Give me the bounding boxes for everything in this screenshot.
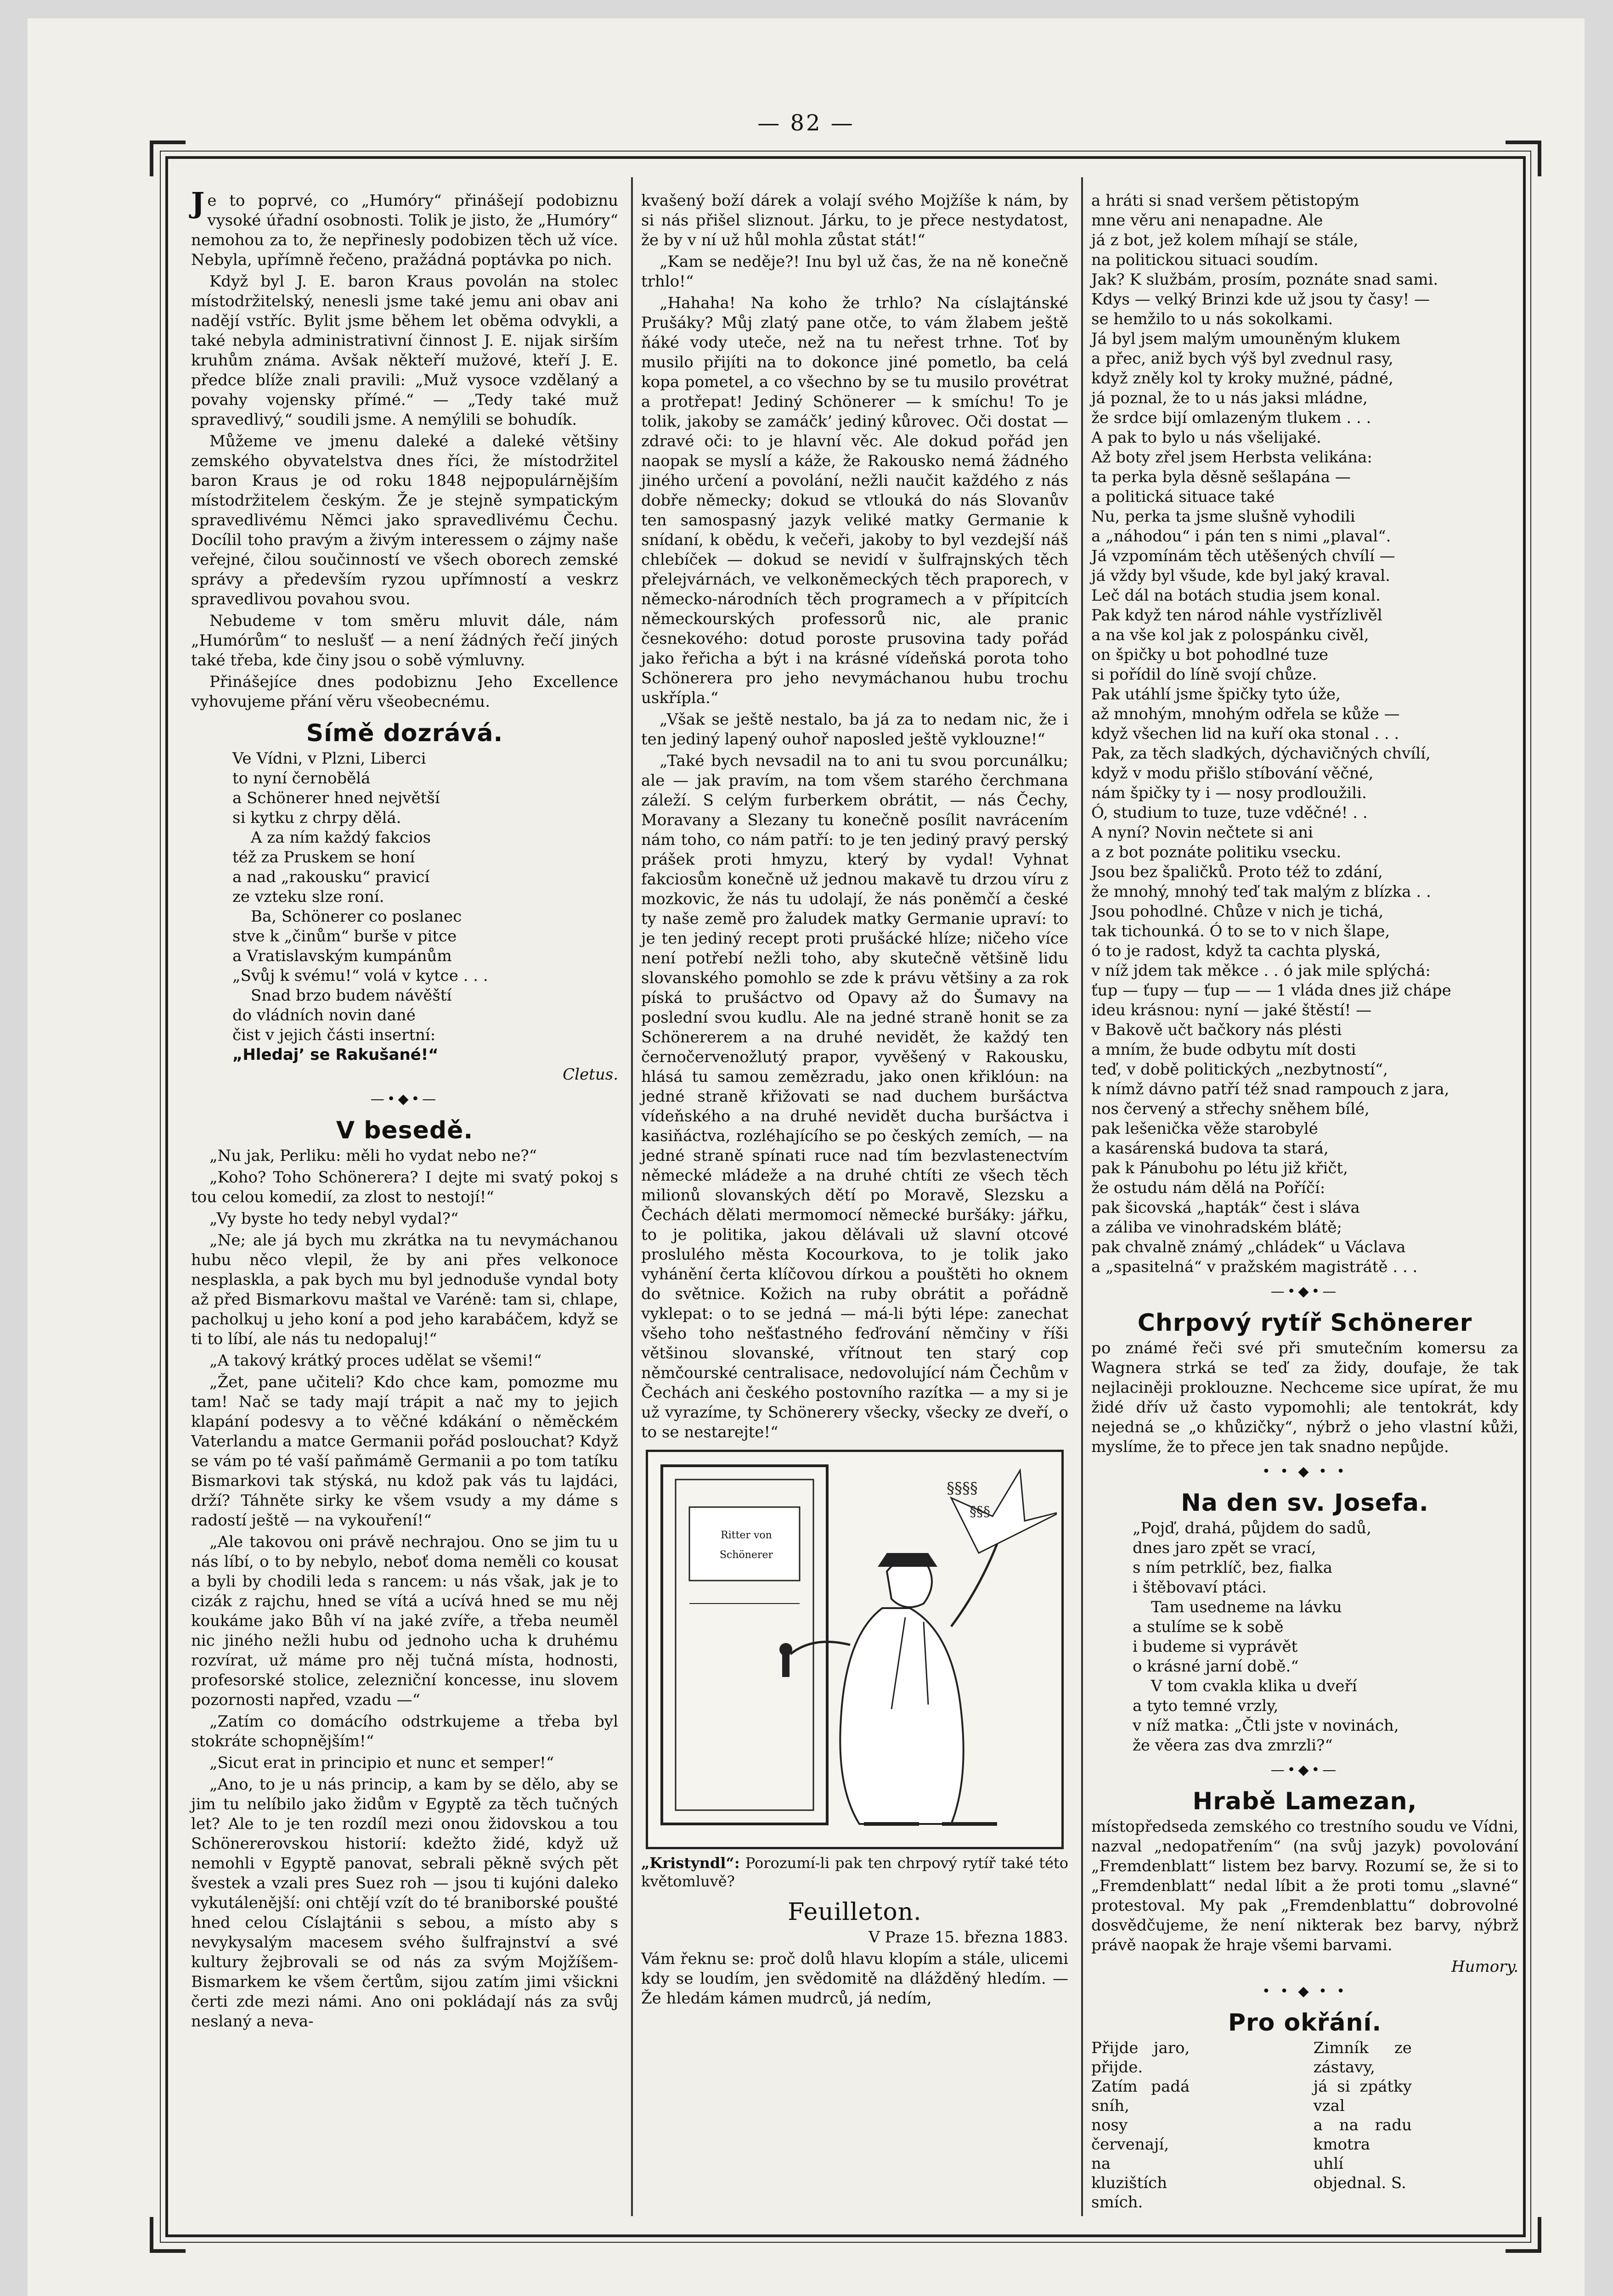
poem-line: Zimník ze zástavy, (1313, 2039, 1412, 2077)
poem-line: Tam usedneme na lávku (1151, 1598, 1342, 1616)
poem-line: V tom cvakla klika u dveří (1151, 1677, 1357, 1695)
frame-corner-ornament (150, 141, 186, 176)
poem-line: uhlí objednal. S. (1313, 2155, 1406, 2192)
poem-line: Snad brzo budem návěští (251, 986, 452, 1005)
column-1 (191, 186, 618, 2033)
column-3 (1091, 191, 1518, 2212)
poem-line: Ó, studium to tuze, tuze vděčné! . . (1091, 804, 1368, 822)
poem-line: na kluzištích smích. (1091, 2155, 1167, 2212)
poem-line: pak k Pánubohu po létu již křičt, (1091, 1159, 1348, 1177)
heading-pro-okrani: Pro okřání. (1228, 2009, 1382, 2037)
poem-line: Leč dál na botách studia jsem konal. (1091, 586, 1381, 605)
intro-paragraph: Je to poprvé, co „Humóry“ přinášejí podobiznu vysoké úřadní osobnosti. Tolik je jisto, že „Humóry“ nemohou za to, že nepřinesly podobizen těch už více. Nebyla, upřímně řečeno, pražádná poptávka po nich. (191, 186, 618, 269)
poem-line: pak lešenička věže starobylé (1091, 1120, 1318, 1138)
poem-line: „Hledaj’ se Rakušané!“ (232, 1046, 439, 1064)
poem-line: v níž matka: „Čtli jste v novinách, (1133, 1716, 1399, 1735)
poem-line: v Bakově učt bačkory nás plésti (1091, 1021, 1342, 1039)
poem-line: ze vzteku slze roní. (232, 888, 384, 906)
poem-line: a nad „rakousku“ pravicí (232, 868, 430, 886)
poem-line: a na radu kmotra (1313, 2116, 1412, 2154)
poem-line: též za Pruskem se honí (232, 848, 415, 867)
poem-line: A pak to bylo u nás všelijaké. (1091, 428, 1321, 447)
heading-na-den-sv-josefa: Na den sv. Josefa. (1181, 1489, 1429, 1517)
poem-line: Pak utáhlí jsme špičky tyto úže, (1091, 685, 1341, 703)
poem-line: a Schönerer hned největší (232, 789, 440, 807)
poem-line: že mnohý, mnohý teď tak malým z blízka . . (1091, 883, 1431, 901)
poem-line: a stulíme se k sobě (1133, 1618, 1284, 1636)
poem-line: a politická situace také (1091, 488, 1275, 506)
poem-line: Ve Vídni, v Plzni, Liberci (232, 749, 426, 768)
dialogue-paragraph: „Ale takovou oni právě nechrajou. Ono se jim tu u nás líbí, o to by nebylo, neboť doma neměli co kousat a byli by chodili leda s rancem: u nás však, jak je to cizák z rajchu, hned se vítá a ucívá hned se mu něj koukáme jako Bůh ví na jaké zvíře, a třeba neuměl nic jiného nežli hubu od jednoho ucha k druhému rozvírat, už máme pro něj tučná místa, hodnosti, profesorské stolice, zelezniční koncesse, inu slovem pozornosti napřed, vzadu —“ (191, 1533, 618, 1709)
article-paragraph: místopředseda zemského co trestního soudu ve Vídni, nazval „nedopatřením“ (na svůj jazyk) povolování „Fremdenblatt“ listem bez barvy. Rozumí se, že si to „Fremdenblatt“ nedal líbit a že proti tomu „slavné“ protestoval. My pak „Fremdenblattu“ dobrovolné dosvědčujeme, že není nikterak bez barvy, nýbrž právě naopak že hraje všemi barvami. (1091, 1818, 1518, 1954)
poem-line: Zatím padá sníh, (1091, 2077, 1190, 2115)
cartoon-drawing (648, 1452, 1057, 1842)
dialogue-paragraph: „Koho? Toho Schönerera? I dejte mi svatý pokoj s tou celou komedií, za zlost to nestojí!“ (191, 1168, 618, 1206)
poem-line: nám špičky ty i — nosy prodloužili. (1091, 784, 1367, 802)
feuilleton-text: Vám řeknu se: proč dolů hlavu klopím a stále, ulicemi kdy se loudím, jen svědomitě na dlážděný hledím. — Že hledám kámen mudrců, já nedím, (641, 1950, 1068, 2008)
page-frame (165, 156, 1526, 2237)
poem-line: nos červený a střechy sněhem bílé, (1091, 1100, 1370, 1118)
poem-line: si pořídil do líně svojí chůze. (1091, 665, 1317, 684)
poem-line: Já byl jsem malým umouněným klukem (1091, 330, 1401, 348)
poem-line: pak šicovská „hapták“ čest i sláva (1091, 1199, 1360, 1217)
frame-corner-ornament (1506, 2217, 1541, 2253)
cartoon-caption (641, 1854, 1068, 1891)
poem-line: i štěbovaví ptáci. (1133, 1578, 1267, 1597)
poem-line: já z bot, jež kolem míhají se stále, (1091, 231, 1359, 249)
dialogue-paragraph: „Nu jak, Perliku: měli ho vydat nebo ne?“ (209, 1147, 537, 1165)
dialogue-paragraph: „Sicut erat in principio et nunc et semper!“ (209, 1754, 554, 1772)
poem-line: Jak? K službám, prosím, poznáte snad sami. (1091, 270, 1438, 289)
dialogue-paragraph: „Kam se neděje?! Inu byl už čas, že na ně konečně trhlo!“ (641, 253, 1068, 291)
dialogue-paragraph: „Však se ještě nestalo, ba já za to nedam nic, že i ten jediný lapený ouhoř naposled ještě vyklouzne!“ (641, 710, 1068, 748)
cartoon-illustration (646, 1450, 1064, 1849)
poem-line: a na vše kol jak z polospánku civěl, (1091, 626, 1369, 644)
poem-line: k nímž dávno patří též snad rampouch z jara, (1091, 1080, 1449, 1098)
article-paragraph: po známé řeči své při smutečním komersu za Wagnera strká se teď za židy, doufaje, že tak nejlaciněji proklouzne. Nechceme sice upírat, že mu židé dřív už často vypomohli; ale tentokrát, kdy nejedná se „o khůzičky“, nýbrž o jeho vlastní kůži, myslíme, že to přece jen tak snadno nepůjde. (1091, 1339, 1518, 1456)
poem-line: a „náhodou“ i pán ten s nimi „plaval“. (1091, 527, 1391, 546)
poem-line: že ostudu nám dělá na Poříčí: (1091, 1179, 1325, 1197)
poem-line: Až boty zřel jsem Herbsta velikána: (1091, 448, 1372, 467)
poem-line: tak tichounká. Ó to se to v nich šlape, (1091, 922, 1390, 940)
poem-line: Kdys — velký Brinzi kde už jsou ty časy! — (1091, 290, 1430, 309)
poem-line: a mním, že bude odbytu mít dosti (1091, 1041, 1356, 1059)
dialogue-paragraph: kvašený boží dárek a volají svého Mojžíše k nám, by si nás přišel sliznout. Járku, to je přece nestydatost, že by v ní už hůl mohla zůstat stát!“ (641, 191, 1068, 249)
door-sign: Ritter von Schönerer (719, 1530, 773, 1561)
feuilleton-dateline: V Praze 15. března 1883. (869, 1928, 1068, 1947)
intro-paragraph: Přinášejíce dnes podobiznu Jeho Excellence vyhovujeme přání věru všeobecnému. (191, 673, 618, 711)
poem-line: to nyní černobělá (232, 769, 371, 788)
column-rule (631, 177, 633, 2216)
intro-paragraph: Můžeme ve jmenu daleké a daleké většiny zemského obyvatelstva dnes říci, že místodržitel baron Kraus je od roku 1848 nejpopulárnějším místodržitelem českým. Že je stejně sympatickým spravedlivému Němci jako spravedlivému Čechu. Docílil toho pravým a živým interessem o zájmy naše veřejné, čilou součinností ve všech oborech zemské správy a především ryzou upřímností a veskrz spravedlivou povahou svou. (191, 432, 618, 608)
poem-line: dnes jaro zpět se vrací, (1133, 1539, 1316, 1557)
poem-line: a z bot poznáte politiku vsecku. (1091, 843, 1342, 861)
poem-line: Jsou bez špaličků. Proto též to zdání, (1091, 863, 1383, 881)
dialogue-paragraph: „A takový krátký proces udělat se všemi!“ (209, 1351, 542, 1370)
poem-line: že věera zas dva zmrzli?“ (1133, 1736, 1333, 1755)
poem-line: a kasárenská budova ta stará, (1091, 1139, 1329, 1158)
poem-line: teď, v době politických „nezbytností“, (1091, 1060, 1388, 1079)
column-rule (1081, 177, 1083, 2216)
dialogue-paragraph: „Také bych nevsadil na to ani tu svou porcunálku; ale — jak pravím, na tom všem starého čerchmana záleží. S celým furberkem obrátit, — nás Čechy, Moravany a Slezany tu konečně posílit navrácením nám toho, co nám patří: to je ten jediný pravý perský prášek proti hmyzu, který by vydal! Vyhnat fakciosům konečně už jednou makavě tu drzou víru z mozkovic, že nás tu udolají, že nás poněmčí a české ty naše země pro žaludek matky Germanie upraví: to je ten jediný recept proti prušácké hlíze; ničeho více není potřebí nežli toho, aby skutečně většině lidu slovanského pomohlo se zde k právu většiny a za rok píská to prušáctvo od Opavy až do Šumavy na poslední svou kudlu. Ale na jedné straně honit se za Schönererem a na druhé nevidět, že každý ten černočervenožlutý prapor, vyvěšený v Rakousku, hlásá tu samou zemězradu, jako onen křiklóun: na jedné straně křižovati se nad duchem buršáctva vídeňského a na druhé nevidět ducha buršáctva i kasiňáctva, rozléhajícího se po českých zemích, — na jedné straně spínati ruce nad tím bezvlastenectvím německé mládeže a na druhé chtíti ze všech těch milionů slovanských dětí po Moravě, Slezsku a Čechách dělati mermomocí německé buršáky: jářku, to je politika, jakou dělávali už slavní otcové proslulého města Kocourkova, to je tolik jako vyhánění čerta klíčovou dírkou a pouštěti ho oknem do světnice. Kožich na ruby obrátit a pořádně vyklepat: o to se jedná — má-li býti lépe: zanechat všeho toho nešťastného feďrování němčiny v říši většinou slovanské, vřítnout ten starý cop němčourské centralisace, nedovolující nám Čechům v Čechách ani českého postovního razítka — a my si je už vyrazíme, ty Schönerery všecky, všecky ze dveří, o to se nestarejte!“ (641, 752, 1068, 1441)
poem-line: nosy červenají, (1091, 2116, 1169, 2154)
poem-line: když zněly kol ty kroky mužné, pádné, (1091, 369, 1393, 388)
frame-corner-ornament (150, 2217, 186, 2253)
poem-line: Ba, Schönerer co poslanec (251, 907, 462, 926)
poem-line: Pak, za těch sladkých, dýchavičných chvílí, (1091, 744, 1431, 763)
dialogue-paragraph: „Zatím co domácího odstrkujeme a třeba byl stokráte schopnějším!“ (191, 1712, 618, 1750)
poem-line: a Vratislavským kumpánům (232, 947, 452, 965)
author-signature: Humory. (1451, 1958, 1518, 1976)
caption-speaker: „Kristyndl“: (641, 1854, 740, 1872)
poem-line: se hemžilo to u nás sokolkami. (1091, 310, 1333, 328)
poem-line: já vždy byl všude, kde byl jaký kraval. (1091, 567, 1390, 585)
poem-line: a záliba ve vinohradském blátě; (1091, 1218, 1342, 1237)
poem-line: si kytku z chrpy dělá. (232, 809, 401, 827)
heading-chrpovy-rytir: Chrpový rytíř Schönerer (1137, 1309, 1472, 1337)
poem-line: pak chvalně známý „chládek“ u Václava (1091, 1238, 1406, 1256)
poem-line: na politickou situaci soudím. (1091, 251, 1319, 269)
poem-line: v níž jdem tak měkce . . ó jak mile splýchá: (1091, 962, 1431, 980)
dialogue-paragraph: „Ano, to je u nás princip, a kam by se dělo, aby se jim tu nelíbilo jako židům v Egyptě za těch tučných let? Ale to je ten rozdíl mezi onou židovskou a tou Schönererovskou historií: kdežto židé, když už nemohli v Egyptě panovat, sebrali pěkně svých pět švestek a vzali pres Suez roh — jsou ti kujóni daleko vykutálenější: oni chtějí vzít do té braniborské poušté hned celou Císlajtánii s sebou, a místo aby s nevykysalým macesem svého šulfrajnství a své kultury žejbrovali se od nás za svým Mojžíšem-Bismarkem ke všem čertům, sijou zatím jimi všickni čerti zde mezi námi. Ano oni pokládají nás za svůj neslaný a neva- (191, 1775, 618, 2031)
poem-line: a „spasitelná“ v pražském magistrátě . . . (1091, 1258, 1418, 1276)
poem-line: čist v jejich části insertní: (232, 1026, 436, 1044)
poem-line: když všechen lid na kuří oka stonal . . . (1091, 725, 1399, 743)
dialogue-paragraph: „Vy byste ho tedy nebyl vydal?“ (209, 1210, 459, 1228)
heading-feuilleton: Feuilleton. (788, 1898, 922, 1926)
dialogue-paragraph: „Žet, pane učiteli? Kdo chce kam, pomozme mu tam! Nač se tady mají trápit a nač my to jejich klapání podesvy a to věčné kdákání o něměckém Vaterlandu a matce Germanii pořád poslouchat? Když se vám po té vaší paňmámě Germanii a po tom tatíku Bismarkovi tak stýská, nu kdož pak vás tu lajdáci, drží? Táhněte sirky ke všem vsudy a my dáme s radostí ještě — na vykouření!“ (191, 1373, 618, 1530)
heading-hrabe-lamezan: Hrabě Lamezan, (1192, 1788, 1417, 1815)
poem-line: mne věru ani nenapadne. Ale (1091, 211, 1323, 230)
poem-line: stve k „činům“ burše v pitce (232, 927, 457, 945)
poem-line: „Pojď, drahá, půjdem do sadů, (1133, 1519, 1371, 1537)
poem-line: do vládních novin dané (232, 1006, 416, 1024)
poem-line: on špičky u bot pohodlné tuze (1091, 646, 1328, 664)
heading-sime-dozrava: Símě dozrává. (306, 720, 503, 747)
column-2 (641, 191, 1068, 2010)
newspaper-page (28, 18, 1585, 2296)
divider-ornament: • • ◆ • • (1262, 1983, 1348, 1999)
divider-ornament: —•◆•— (370, 1091, 439, 1107)
poem-line: o krásné jarní době.“ (1133, 1657, 1299, 1676)
poem-line: až mnohým, mnohým odřela se kůže — (1091, 705, 1400, 723)
poem-line: když v modu přišlo stíbování věčné, (1091, 764, 1374, 782)
divider-ornament: • • ◆ • • (1262, 1463, 1348, 1480)
poem-line: já poznal, že to u nás jaksi mládne, (1091, 389, 1368, 407)
poem-line: ó to je radost, když ta cachta plyská, (1091, 942, 1381, 960)
poem-line: ťup — ťupy — ťup — — 1 vláda dnes již chápe (1091, 981, 1451, 1000)
svg-text:§§§§: §§§§ (947, 1479, 978, 1497)
page-number: — 82 — (757, 110, 855, 136)
feuilleton-poem (1091, 191, 1518, 1277)
caption-text: Porozumí-li pak ten chrpový rytíř také této květomluvě? (641, 1854, 1069, 1890)
poem-line: ta perka byla děsně sešlapána — (1091, 468, 1351, 486)
poem-right-stanza (1314, 2038, 1518, 2212)
poem-line: i budeme si vyprávět (1133, 1638, 1298, 1656)
poem-line: a tyto temné vrzly, (1133, 1697, 1279, 1715)
poem-line: „Svůj k svému!“ volá v kytce . . . (232, 967, 488, 985)
poem-pro-okrani (1091, 2038, 1518, 2212)
intro-paragraph: Když byl J. E. baron Kraus povolán na stolec místodržitelský, nenesli jsme také jemu ani obav ani nadějí vstříc. Bylit jsme během let oběma odvykli, a také nebyla administrativní činnost J. E. nijak sirším kruhům známa. Avšak někteří mužové, kteří J. E. předce blíže znali pravili: „Muž vysoce vzdělaný a povahy vojensky přímé.“ — „Tedy také muž spravedlivý,“ soudili jsme. A nemýlili se bohudík. (191, 272, 618, 429)
poem-sime-dozrava (232, 749, 618, 1065)
poem-line: A nyní? Novin nečtete si ani (1091, 823, 1313, 842)
svg-text:§§§: §§§ (970, 1504, 990, 1520)
intro-paragraph: Nebudeme v tom směru mluvit dále, nám „Humórům“ to neslušť — a není žádných řečí jiných také třeba, kde činy jsou o sobě výmluvny. (191, 612, 618, 670)
poem-line: s ním petrklíč, bez, fialka (1133, 1559, 1332, 1577)
divider-ornament: —•◆•— (1270, 1283, 1339, 1300)
poem-line: a hráti si snad veršem pětistopým (1091, 191, 1359, 210)
poem-line: Jsou pohodlné. Chůze v nich je tichá, (1091, 902, 1384, 921)
poem-line: Nu, perka ta jsme slušně vyhodili (1091, 507, 1355, 526)
frame-corner-ornament (1506, 141, 1541, 176)
poem-line: že srdce bijí omlazeným tlukem . . . (1091, 409, 1371, 427)
poem-line: ideu krásnou: nyní — jaké štěstí! — (1091, 1001, 1372, 1019)
poem-line: a přec, aniž bych výš byl zvednul rasy, (1091, 349, 1393, 368)
poem-line: Pak když ten národ náhle vystřízlivěl (1091, 606, 1382, 625)
poem-line: Já vzpomínám těch utěšených chvílí — (1091, 547, 1395, 565)
poem-line: já si zpátky vzal (1313, 2077, 1412, 2115)
poem-line: A za ním každý fakcios (251, 828, 431, 847)
poem-line: Přijde jaro, přijde. (1091, 2039, 1190, 2077)
author-signature: Cletus. (563, 1065, 618, 1084)
dialogue-paragraph: „Hahaha! Na koho že trhlo? Na císlajtánské Prušáky? Můj zlatý pane otče, to vám žlabem ještě ňáké vody uteče, než na tu neřest trhne. Toť by musilo přijíti na to dokonce jiné pometlo, ba celá kopa pometel, a co všechno by se tu musilo provétrat a protřepat! Jediný Schönerer — k smíchu! To je tolik, jakoby se zamáčk’ jediný kůrovec. Oči dostat — zdravé oči: to je hlavní věc. Ale dokud pořád jen naopak se myslí a káže, že Rakousko nemá žádného jiného určení a povolání, nežli naučit každého z nás dobře německy; dokud se vtlouká do nás Slovanův ten samospasný jazyk veliké matky Germanie k snídaní, k obědu, k večeři, jakoby to byl vezdejší náš chlebíček — dokud se nevidí v šulfrajnských těch přelejvárnách, ve velkoněmeckých těch praporech, v německo-národních těch programech a v přípitcích německourských professorů nic, ale pranic česnekového: dotud poroste prusovina tady pořád jako řeřicha a být i na krásné vídeňská porota toho Schönerera pro jeho nevymáchanou hubu trochu uskřípla.“ (641, 294, 1068, 707)
drop-cap: J (191, 186, 205, 219)
divider-ornament: —•◆•— (1270, 1762, 1339, 1778)
dialogue-paragraph: „Ne; ale já bych mu zkrátka na tu nevymáchanou hubu něco vlepil, že by ani přes velkonoce nesplaskla, a pak bych mu byl jednoduše vyndal boty až před Bismarkovu maštal ve Varéně: tam si, chlape, pacholkuj u jeho koní a pod jeho karabáčem, když se ti to líbí, ale nás tu nedopaluj!“ (191, 1231, 618, 1348)
poem-na-den-sv-josefa (1133, 1519, 1518, 1756)
heading-v-besede: V besedě. (336, 1117, 474, 1144)
poem-left-stanza (1091, 2038, 1296, 2212)
